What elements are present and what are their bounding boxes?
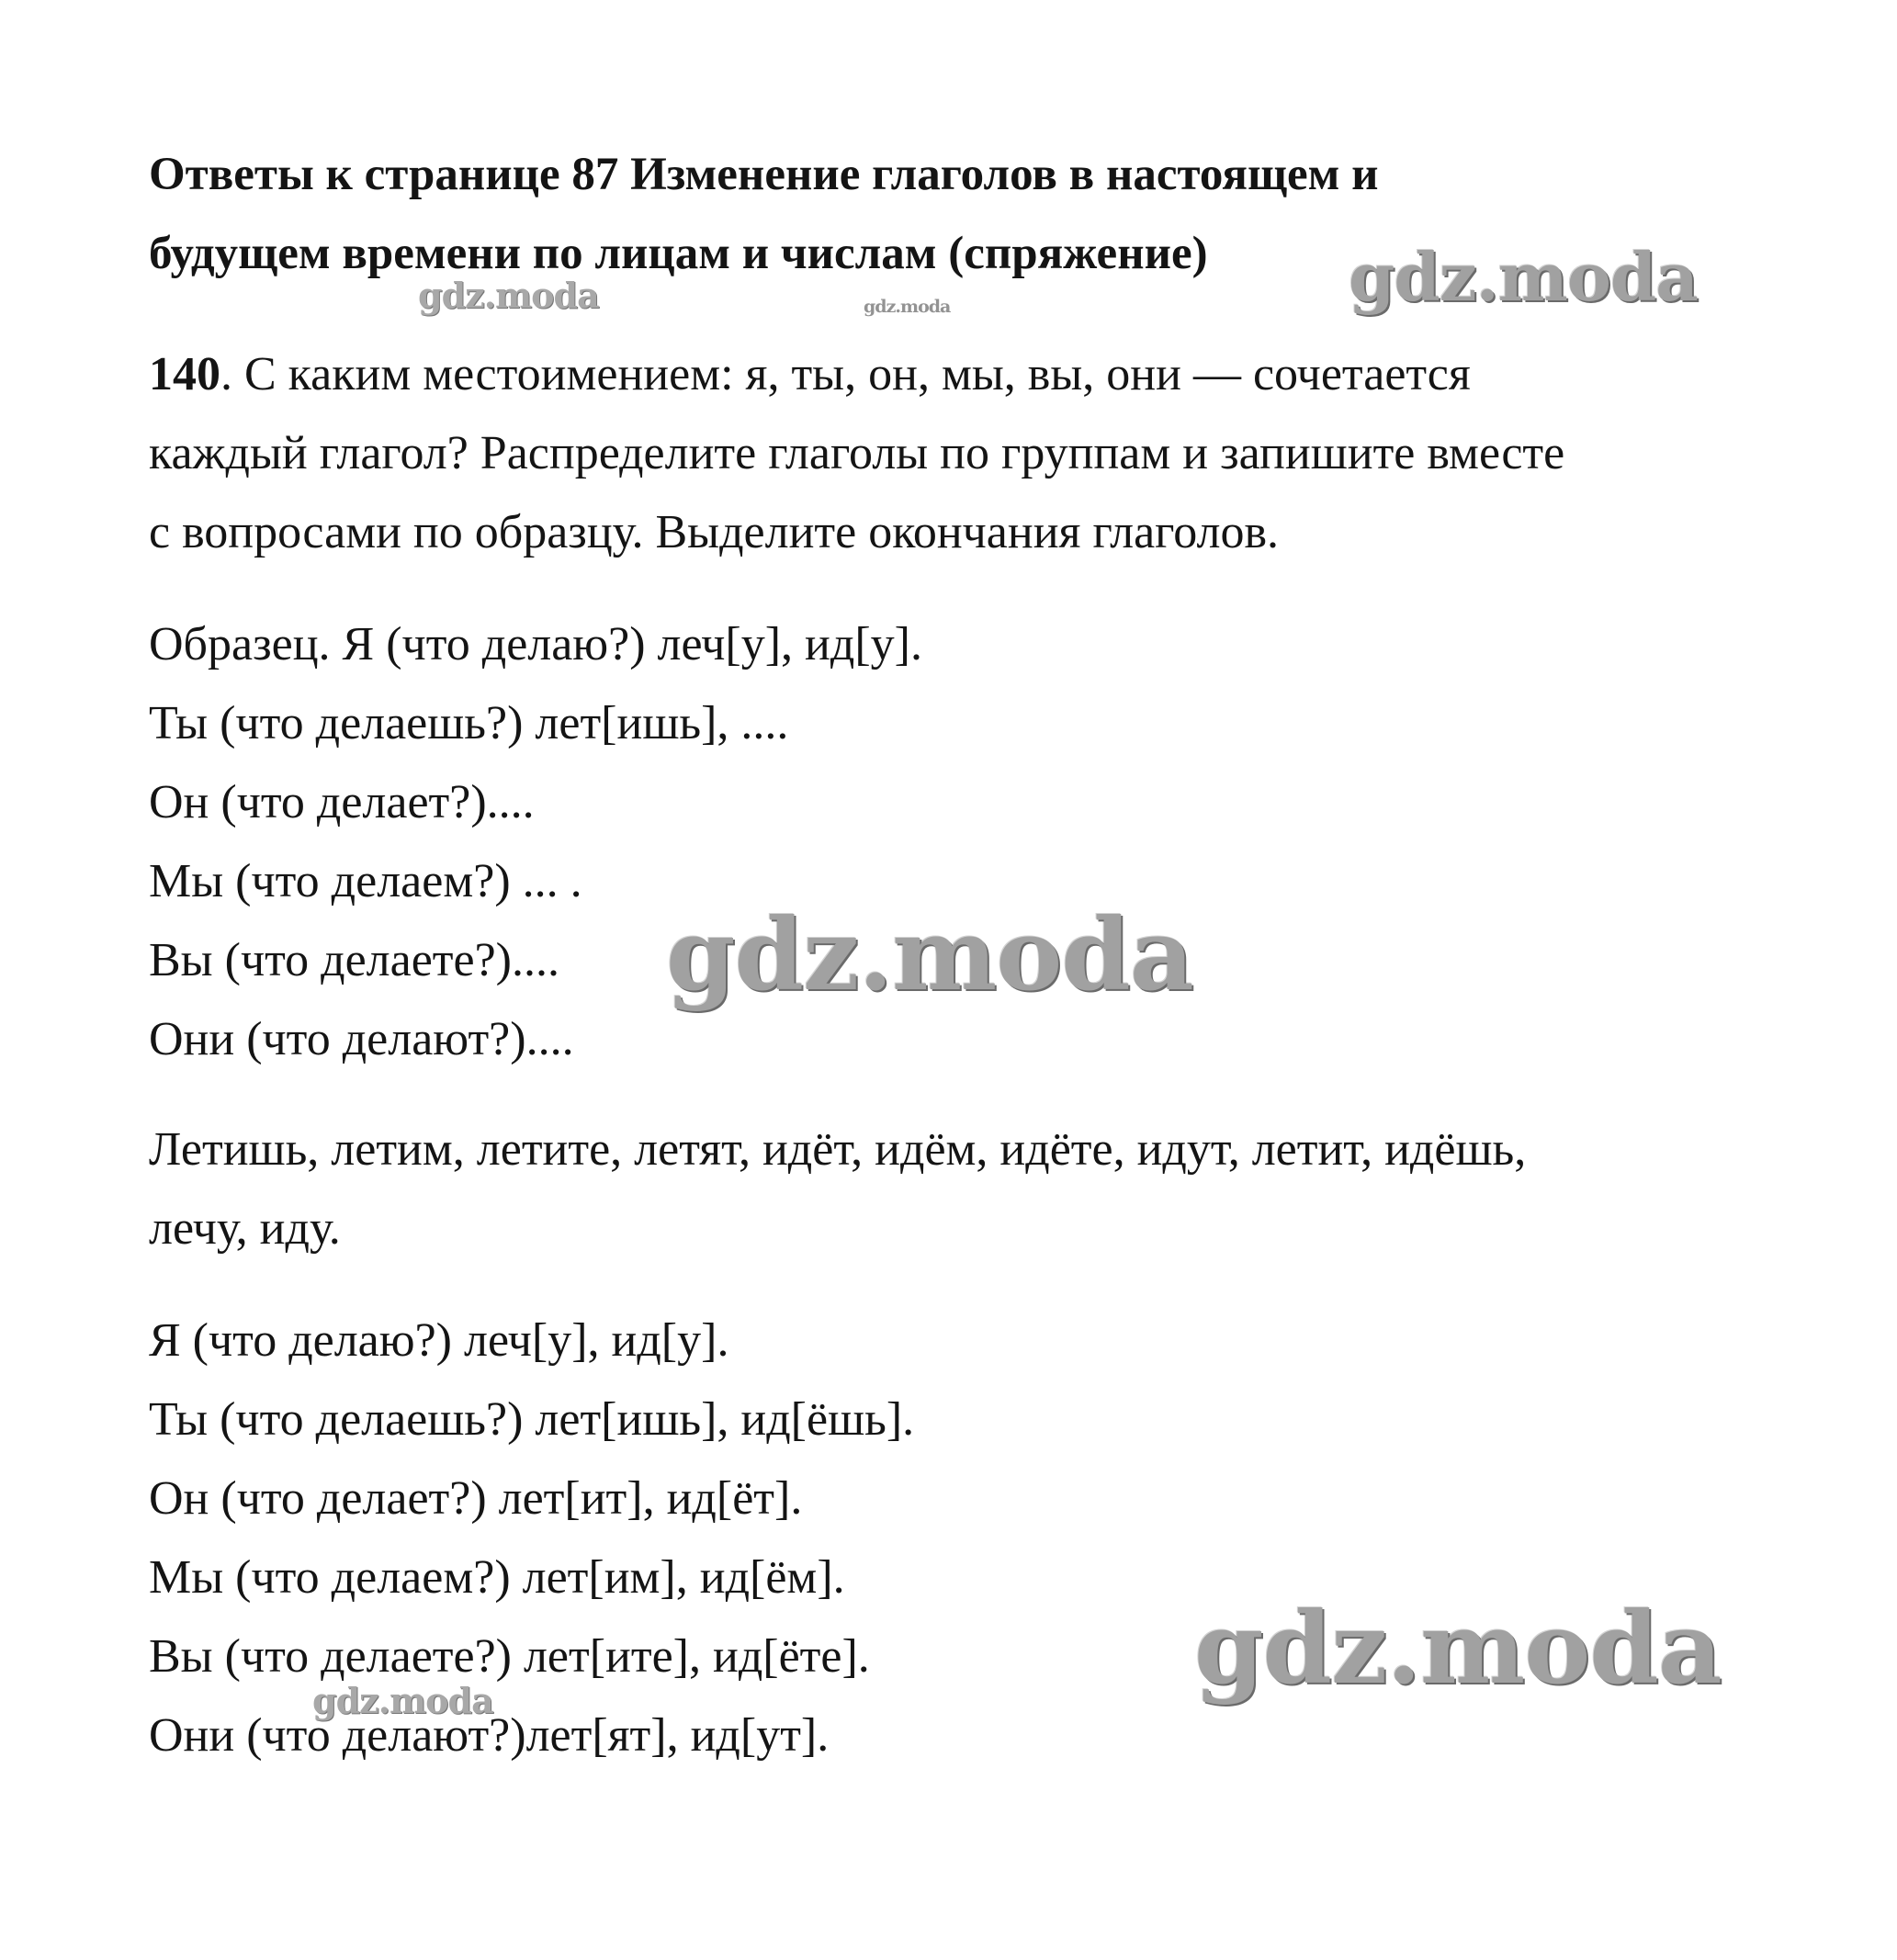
- answer-line: Мы (что делаем?) лет[им], ид[ём].: [149, 1551, 845, 1604]
- sample-line: Образец. Я (что делаю?) леч[у], ид[у].: [149, 618, 922, 670]
- page-title-line-2: будущем времени по лицам и числам (спряжение): [149, 228, 1208, 279]
- sample-line: Ты (что делаешь?) лет[ишь], ....: [149, 697, 789, 749]
- watermark-logo: gdz.moda: [1194, 1591, 1722, 1707]
- sample-line: Он (что делает?)....: [149, 776, 535, 828]
- answer-line: Ты (что делаешь?) лет[ишь], ид[ёшь].: [149, 1393, 915, 1446]
- task-number: 140: [149, 348, 220, 400]
- page-title-line-1: Ответы к странице 87 Изменение глаголов в настоящем и: [149, 149, 1379, 200]
- watermark-logo: gdz.moda: [864, 297, 951, 317]
- answer-line: Вы (что делаете?) лет[ите], ид[ёте].: [149, 1630, 870, 1683]
- task-line-2: каждый глагол? Распределите глаголы по группам и запишите вместе: [149, 427, 1565, 479]
- watermark-logo: gdz.moda: [1349, 238, 1698, 316]
- watermark-logo: gdz.moda: [666, 897, 1193, 1013]
- sample-line: Вы (что делаете?)....: [149, 934, 559, 986]
- task-line-3: с вопросами по образцу. Выделите окончания глаголов.: [149, 506, 1280, 558]
- sample-line: Мы (что делаем?) ... .: [149, 855, 582, 907]
- watermark-logo: gdz.moda: [312, 1680, 493, 1721]
- answer-line: Он (что делает?) лет[ит], ид[ёт].: [149, 1472, 803, 1525]
- task-line-1-text: . С каким местоимением: я, ты, он, мы, вы, они — сочетается: [220, 348, 1471, 400]
- answer-line: Я (что делаю?) леч[у], ид[у].: [149, 1314, 729, 1367]
- verbs-line-2: лечу, иду.: [149, 1202, 341, 1255]
- answer-line: Они (что делают?)лет[ят], ид[ут].: [149, 1709, 830, 1762]
- watermark-logo: gdz.moda: [418, 275, 599, 316]
- task-line-1: [149, 347, 1471, 402]
- verbs-line-1: Летишь, летим, летите, летят, идёт, идём, идёте, идут, летит, идёшь,: [149, 1123, 1527, 1176]
- sample-line: Они (что делают?)....: [149, 1013, 574, 1065]
